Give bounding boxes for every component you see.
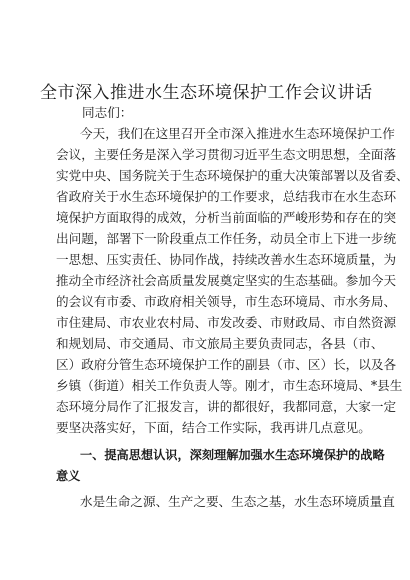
- paragraph-line: 市住建局、市农业农村局、市发改委、市财政局、市自然资源: [56, 315, 397, 330]
- paragraph-line: 一思想、压实责任、协同作战，持续改善水生态环境质量，为: [56, 252, 397, 267]
- paragraph-line: 的会议有市委、市政府相关领导，市生态环境局、市水务局、: [56, 294, 397, 309]
- paragraph-line: 今天，我们在这里召开全市深入推进水生态环境保护工作: [80, 126, 395, 141]
- section-heading-continued: 意义: [56, 469, 81, 483]
- paragraph-line: 推动全市经济社会高质量发展奠定坚实的生态基础。参加今天: [56, 273, 397, 288]
- paragraph-line: 省政府关于水生态环境保护的工作要求，总结我市在水生态环: [56, 189, 397, 204]
- paragraph-line: 区）政府分管生态环境保护工作的副县（市、区）长，以及各: [56, 357, 397, 372]
- paragraph-line: 水是生命之源、生产之要、生态之基，水生态环境质量直: [80, 494, 395, 509]
- paragraph-line: 会议，主要任务是深入学习贯彻习近平生态文明思想，全面落: [56, 147, 397, 162]
- paragraph-line: 态环境分局作了汇报发言，讲的都很好，我都同意，大家一定: [56, 399, 397, 414]
- paragraph-line: 和规划局、市交通局、市文旅局主要负责同志，各县（市、: [56, 336, 384, 351]
- paragraph-line: 实党中央、国务院关于生态环境保护的重大决策部署以及省委、: [56, 168, 409, 183]
- paragraph-line: 出问题，部署下一阶段重点工作任务，动员全市上下进一步统: [56, 231, 397, 246]
- paragraph-line: 要坚决落实好，下面，结合工作实际，我再讲几点意见。: [56, 420, 371, 435]
- paragraph-line: 乡镇（街道）相关工作负责人等。刚才，市生态环境局、*县生: [56, 378, 403, 393]
- document-title: 全市深入推进水生态环境保护工作会议讲话: [40, 83, 373, 103]
- greeting: 同志们：: [82, 105, 133, 120]
- paragraph-line: 境保护方面取得的成效，分析当前面临的严峻形势和存在的突: [56, 210, 397, 225]
- section-heading: 一、提高思想认识，深刻理解加强水生态环境保护的战略: [80, 448, 385, 462]
